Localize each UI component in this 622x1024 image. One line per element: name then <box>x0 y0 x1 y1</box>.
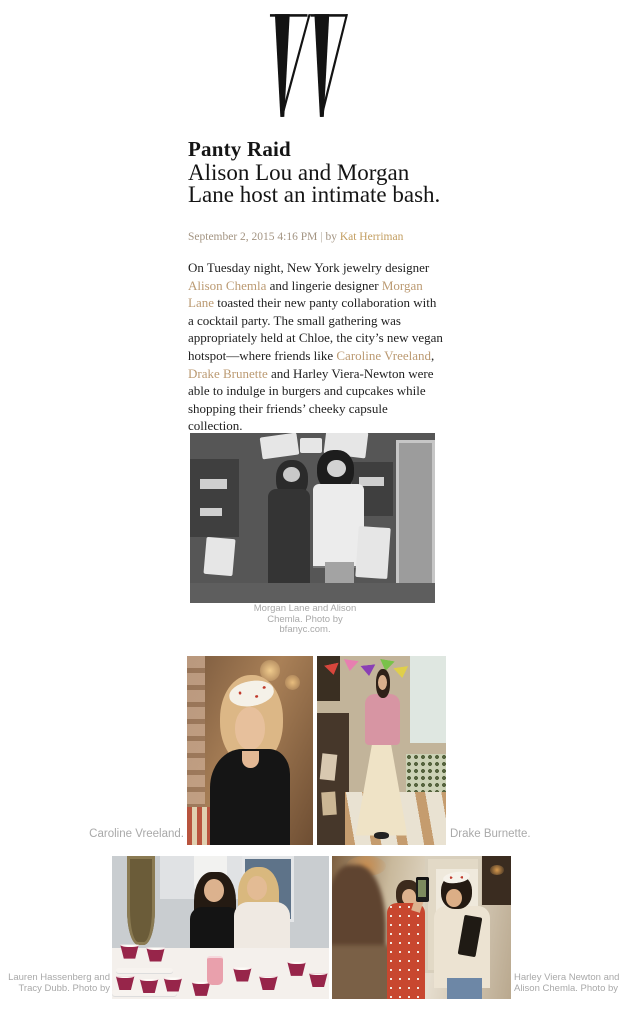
caption-morgan-alison: Morgan Lane and Alison Chemla. Photo by bfanyc.com. <box>253 603 357 635</box>
photo-art-shape <box>355 525 390 578</box>
w-magazine-logo[interactable] <box>267 13 350 118</box>
photo-art-shape <box>418 880 426 897</box>
article-subtitle <box>188 162 440 205</box>
inline-link[interactable]: Drake Brunette <box>188 365 268 381</box>
article-byline <box>188 231 403 243</box>
photo-art-shape <box>187 807 212 845</box>
photo-art-shape <box>410 656 446 743</box>
photo-art-shape <box>242 751 258 768</box>
photo-art-shape <box>356 743 408 836</box>
photo-art-shape <box>447 978 483 999</box>
inline-link[interactable]: Morgan Lane <box>188 277 423 311</box>
photo-art-shape <box>394 666 410 679</box>
photo-art-shape <box>359 477 384 486</box>
photo-art-shape <box>342 659 358 672</box>
photo-art-shape <box>396 440 435 590</box>
byline-by: by <box>325 231 337 243</box>
photo-art-shape <box>387 903 425 999</box>
body-text: On Tuesday night, New York jewelry designer <box>188 260 430 275</box>
photo-art-shape <box>235 707 265 750</box>
photo-art-shape <box>317 656 340 701</box>
photo-harley-alison <box>332 856 511 999</box>
caption-harley-alison: Harley Viera Newton and Alison Chemla. Photo by <box>514 972 620 994</box>
photo-art-shape <box>190 459 239 537</box>
photo-art-shape <box>207 956 222 985</box>
photo-art-shape <box>327 460 345 477</box>
photo-art-shape <box>360 665 376 678</box>
photo-art-shape <box>127 856 155 945</box>
photo-art-shape <box>116 968 172 974</box>
photo-art-shape <box>190 583 435 603</box>
photo-art-shape <box>446 889 462 908</box>
byline-separator: | <box>320 231 323 243</box>
photo-drake-burnette <box>317 656 446 845</box>
inline-link[interactable]: Alison Chemla <box>188 277 267 293</box>
photo-art-shape <box>490 865 504 875</box>
inline-link[interactable]: Caroline Vreeland <box>336 347 432 363</box>
photo-lauren-tracy <box>112 856 329 999</box>
caption-lauren-tracy: Lauren Hassenberg and Tracy Dubb. Photo by <box>8 972 110 994</box>
body-text: and lingerie designer <box>266 277 382 293</box>
photo-art-shape <box>204 879 224 902</box>
photo-art-shape <box>200 479 227 489</box>
photo-art-shape <box>482 856 511 905</box>
photo-art-shape <box>260 433 299 459</box>
publish-date: September 2, 2015 4:16 PM <box>188 231 318 243</box>
author-link[interactable]: Kat Herriman <box>339 231 404 243</box>
photo-caroline-vreeland <box>187 656 313 845</box>
subtitle-line: Alison Lou and Morgan <box>188 160 410 185</box>
article-body <box>188 259 444 435</box>
subtitle-line: Lane host an intimate bash. <box>188 181 441 207</box>
photo-art-shape <box>321 792 337 816</box>
photo-art-shape <box>190 907 240 950</box>
body-text: and Harley Viera-Newton were able to indulge in burgers and cupcakes while shopping their friends’ cheeky capsule collection. <box>188 365 434 434</box>
photo-art-shape <box>203 537 236 577</box>
caption-caroline-vreeland: Caroline Vreeland. <box>89 828 184 840</box>
article-title: Panty Raid <box>188 137 291 161</box>
photo-art-shape <box>332 945 393 999</box>
photo-art-shape <box>234 902 290 951</box>
photo-art-shape <box>200 508 222 517</box>
photo-art-shape <box>300 438 322 453</box>
body-text: toasted their new panty collaboration with a cocktail party. The small gathering was appropriately held at Chloe, the city’s new vegan hotspot—where friends like <box>188 295 443 363</box>
photo-art-shape <box>320 754 338 782</box>
photo-morgan-alison <box>190 433 435 603</box>
caption-drake-burnette: Drake Burnette. <box>450 828 531 840</box>
photo-art-shape <box>285 675 300 690</box>
w-logo-icon <box>267 13 350 118</box>
photo-art-shape <box>374 832 389 840</box>
photo-art-shape <box>365 694 400 745</box>
photo-art-shape <box>268 489 310 588</box>
body-text: , <box>431 347 435 363</box>
